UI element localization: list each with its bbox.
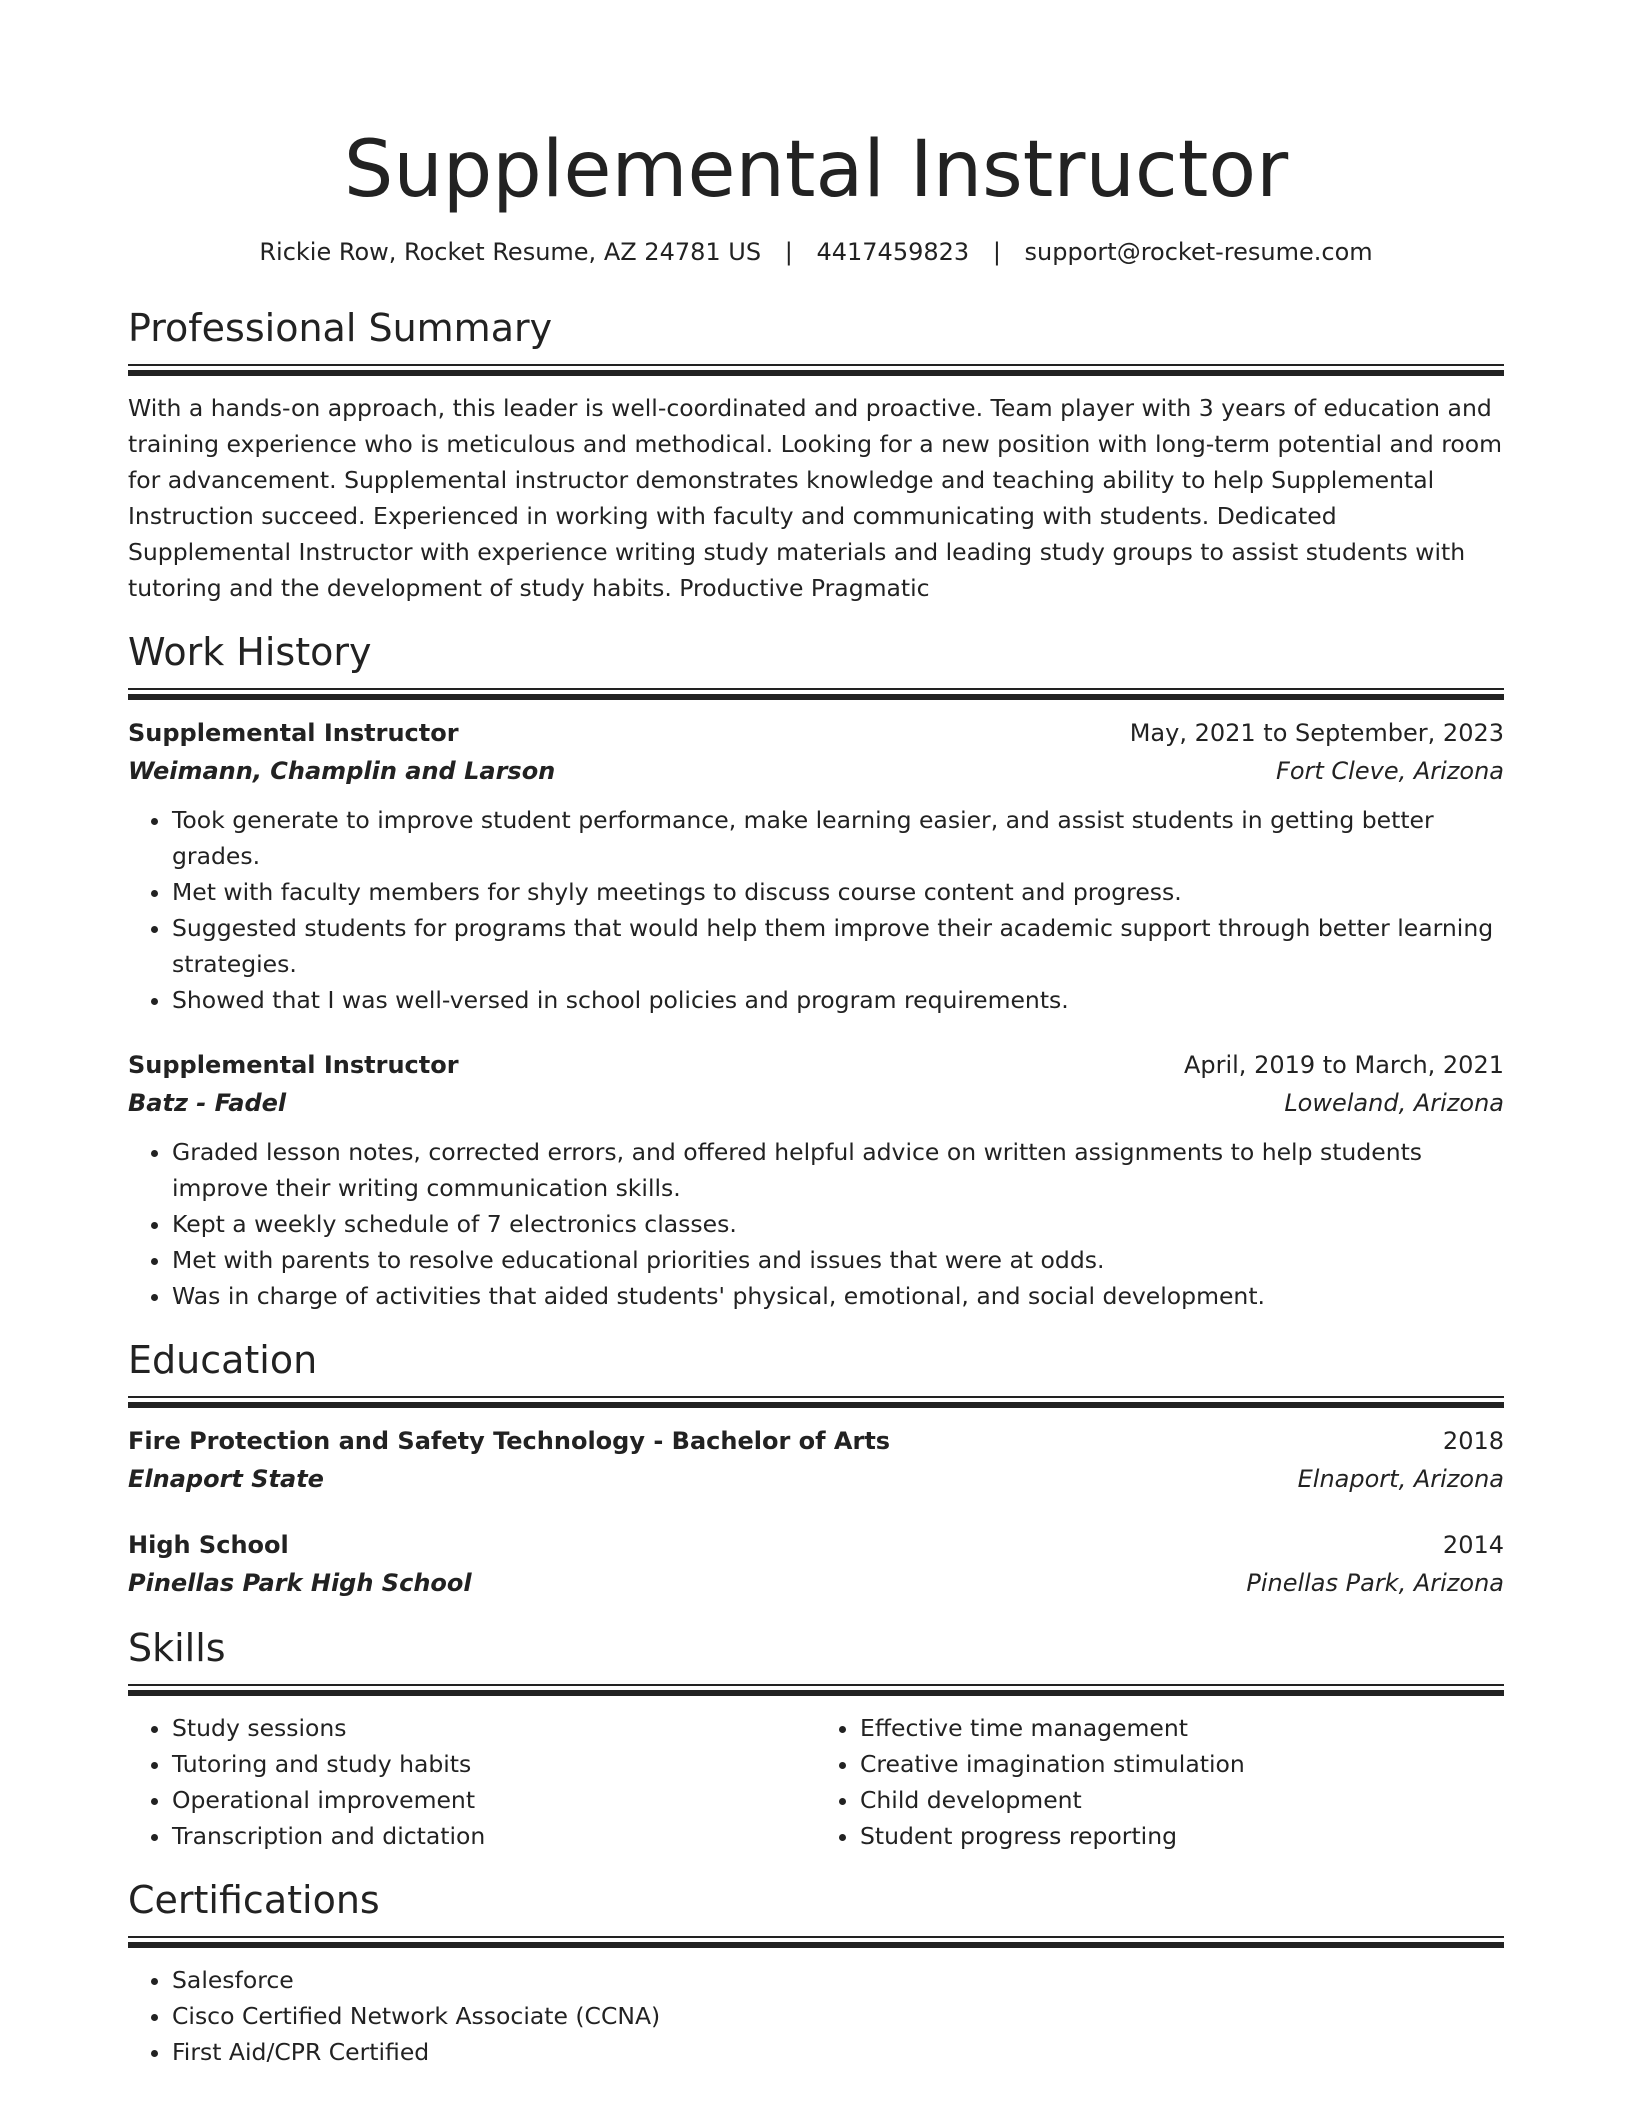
education-entry: [128, 1526, 1504, 1602]
education-year: 2018: [1442, 1427, 1504, 1455]
section-divider: [128, 1936, 1504, 1948]
job-company: Batz - Fadel: [128, 1089, 287, 1117]
list-item: • Suggested students for programs that would help them improve their academic support through better learning strategies.: [172, 910, 1504, 982]
section-title-skills: Skills: [128, 1626, 226, 1670]
list-item: • Was in charge of activities that aided students' physical, emotional, and social development.: [172, 1278, 1504, 1314]
job-entry: [128, 714, 1504, 1018]
list-item: • Kept a weekly schedule of 7 electronics classes.: [172, 1206, 1504, 1242]
job-bullets: [128, 802, 1504, 1018]
contact-address: Rickie Row, Rocket Resume, AZ 24781 US: [259, 238, 762, 266]
education-degree: Fire Protection and Safety Technology - Bachelor of Arts: [128, 1427, 891, 1455]
list-item: • Salesforce: [172, 1962, 1504, 1998]
contact-separator: |: [992, 238, 1001, 266]
education-entry: [128, 1422, 1504, 1498]
education-location: Elnaport, Arizona: [1297, 1465, 1504, 1493]
skills-grid: [128, 1710, 1504, 1854]
section-divider: [128, 1396, 1504, 1408]
job-dates: April, 2019 to March, 2021: [1183, 1051, 1504, 1079]
skills-list-left: [128, 1710, 816, 1854]
education-degree: High School: [128, 1531, 289, 1559]
section-divider: [128, 1684, 1504, 1696]
contact-phone: 4417459823: [816, 238, 970, 266]
section-divider: [128, 364, 1504, 376]
list-item: • Creative imagination stimulation: [860, 1746, 1504, 1782]
list-item: • Child development: [860, 1782, 1504, 1818]
job-location: Loweland, Arizona: [1284, 1089, 1504, 1117]
education-year: 2014: [1442, 1531, 1504, 1559]
job-location: Fort Cleve, Arizona: [1276, 757, 1504, 785]
list-item: • Showed that I was well-versed in school policies and program requirements.: [172, 982, 1504, 1018]
list-item: • Met with parents to resolve educational priorities and issues that were at odds.: [172, 1242, 1504, 1278]
resume-title: Supplemental Instructor: [343, 125, 1289, 215]
list-item: • Tutoring and study habits: [172, 1746, 816, 1782]
certifications-section: [128, 1876, 1504, 2070]
certifications-list: [128, 1962, 1504, 2070]
job-bullets: [128, 1134, 1504, 1314]
list-item: • Took generate to improve student performance, make learning easier, and assist students in getting better grades.: [172, 802, 1504, 874]
list-item: • Student progress reporting: [860, 1818, 1504, 1854]
list-item: • Met with faculty members for shyly meetings to discuss course content and progress.: [172, 874, 1504, 910]
list-item: • Operational improvement: [172, 1782, 816, 1818]
work-history-section: [128, 628, 1504, 1314]
education-school: Elnaport State: [128, 1465, 324, 1493]
section-divider: [128, 688, 1504, 700]
job-company: Weimann, Champlin and Larson: [128, 757, 556, 785]
skills-section: [128, 1624, 1504, 1854]
contact-separator: |: [784, 238, 793, 266]
job-entry: [128, 1046, 1504, 1314]
education-section: [128, 1336, 1504, 1602]
contact-line: [128, 236, 1504, 268]
education-school: Pinellas Park High School: [128, 1569, 472, 1597]
list-item: • Cisco Certified Network Associate (CCNA): [172, 1998, 1504, 2034]
list-item: • Study sessions: [172, 1710, 816, 1746]
summary-section: [128, 304, 1504, 606]
section-title-summary: Professional Summary: [128, 306, 553, 350]
skills-list-right: [816, 1710, 1504, 1854]
section-title-education: Education: [128, 1338, 318, 1382]
section-title-work: Work History: [128, 630, 372, 674]
list-item: • Graded lesson notes, corrected errors, and offered helpful advice on written assignments to help students improve their writing communication skills.: [172, 1134, 1504, 1206]
list-item: • First Aid/CPR Certified: [172, 2034, 1504, 2070]
contact-email: support@rocket-resume.com: [1024, 238, 1373, 266]
job-role: Supplemental Instructor: [128, 719, 459, 747]
list-item: • Transcription and dictation: [172, 1818, 816, 1854]
education-location: Pinellas Park, Arizona: [1246, 1569, 1504, 1597]
job-role: Supplemental Instructor: [128, 1051, 459, 1079]
job-dates: May, 2021 to September, 2023: [1129, 719, 1504, 747]
summary-text: With a hands-on approach, this leader is well-coordinated and proactive. Team player with 3 years of education and training experience who is meticulous and methodical. Looking for a new position with long-term potential and room for advancement. Supplemental instructor demonstrates knowledge and teaching ability to help Supplemental Instruction succeed. Experienced in working with faculty and communicating with students. Dedicated Supplemental Instructor with experience writing study materials and leading study groups to assist students with tutoring and the development of study habits. Productive Pragmatic: [128, 394, 1502, 602]
section-title-certifications: Certifications: [128, 1878, 380, 1922]
list-item: • Effective time management: [860, 1710, 1504, 1746]
